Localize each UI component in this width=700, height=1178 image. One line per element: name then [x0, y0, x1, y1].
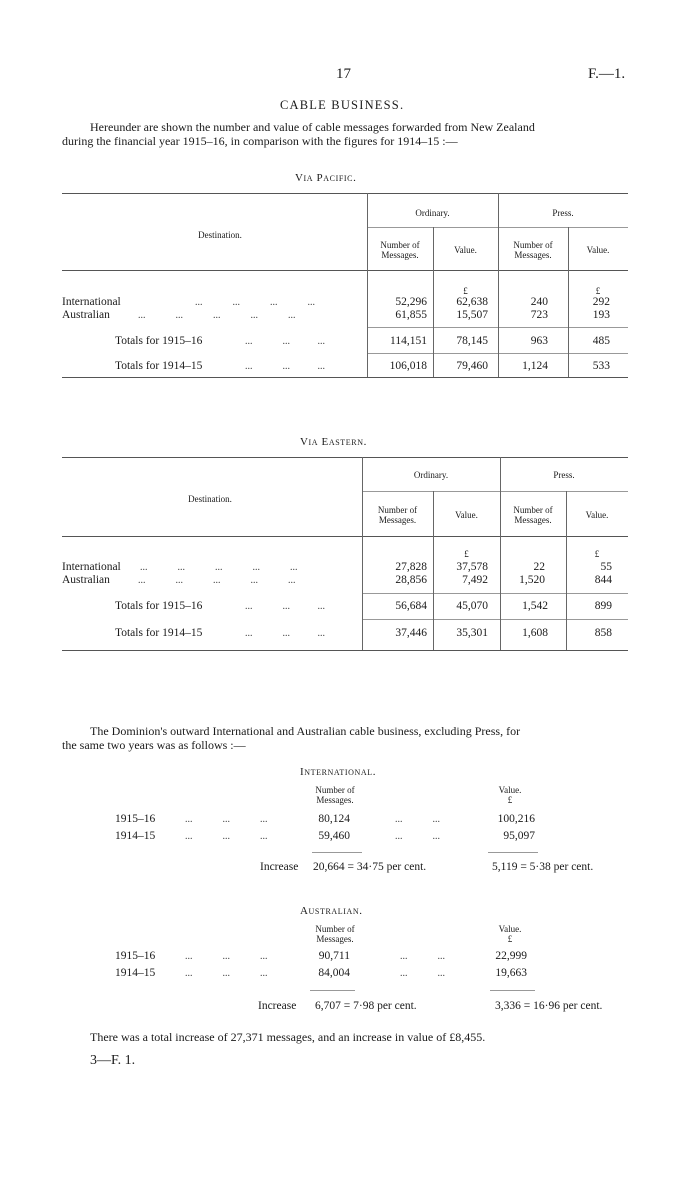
- international-increase-label: Increase: [260, 861, 299, 873]
- section-title: CABLE BUSINESS.: [280, 98, 405, 112]
- eastern-total-press-num: 1,542: [522, 600, 548, 612]
- australian-col-num: Number of Messages.: [315, 924, 355, 944]
- eastern-row-ord-val: 37,578: [456, 561, 488, 573]
- eastern-col-press-val: Value.: [585, 510, 609, 520]
- pacific-total-ord-val: 78,145: [456, 335, 488, 347]
- pacific-total-press-num: 963: [530, 335, 548, 347]
- international-col-val: Value. £: [498, 785, 522, 805]
- eastern-subtitle: Via Eastern.: [300, 436, 367, 448]
- eastern-row-press-num: 22: [533, 561, 545, 573]
- outward-line-1: The Dominion's outward International and Australian cable business, excluding Press, for: [90, 724, 521, 738]
- international-subtitle: International.: [300, 766, 377, 778]
- eastern-row-press-val: 55: [600, 561, 612, 573]
- pacific-row-press-num: 240: [530, 296, 548, 308]
- eastern-total-ord-val: 45,070: [456, 600, 488, 612]
- australian-val: 19,663: [495, 967, 527, 979]
- pacific-row-label: Australian: [62, 309, 110, 321]
- eastern-row-ord-num: 27,828: [395, 561, 427, 573]
- pacific-total-label: Totals for 1914–15: [115, 360, 203, 372]
- australian-col-val: Value. £: [498, 924, 522, 944]
- eastern-currency-ordinary: £: [464, 549, 469, 559]
- eastern-row-label: Australian: [62, 574, 110, 586]
- eastern-row-ord-num: 28,856: [395, 574, 427, 586]
- eastern-total-ord-num: 56,684: [395, 600, 427, 612]
- pacific-total-ord-num: 106,018: [389, 360, 427, 372]
- pacific-col-ord-num: Number of Messages.: [380, 240, 420, 260]
- pacific-row-label: International: [62, 296, 121, 308]
- eastern-col-press-num: Number of Messages.: [513, 505, 553, 525]
- international-col-num: Number of Messages.: [315, 785, 355, 805]
- pacific-total-ord-num: 114,151: [390, 335, 427, 347]
- eastern-row-ord-val: 7,492: [462, 574, 488, 586]
- eastern-total-ord-num: 37,446: [395, 627, 427, 639]
- international-num: 80,124: [318, 813, 350, 825]
- pacific-total-press-val: 533: [592, 360, 610, 372]
- intro-line-1: Hereunder are shown the number and value of cable messages forwarded from New Zealand: [90, 120, 535, 134]
- pacific-subtitle: Via Pacific.: [295, 172, 357, 184]
- international-increase-num: 20,664 = 34·75 per cent.: [313, 861, 427, 873]
- eastern-total-ord-val: 35,301: [456, 627, 488, 639]
- australian-year: 1914–15: [115, 967, 156, 979]
- page-signature: 3—F. 1.: [90, 1053, 136, 1068]
- page-number: 17: [336, 66, 351, 82]
- summary-text: There was a total increase of 27,371 messages, and an increase in value of £8,455.: [90, 1030, 486, 1044]
- australian-num: 84,004: [318, 967, 350, 979]
- eastern-total-press-val: 899: [594, 600, 612, 612]
- eastern-row-label: International: [62, 561, 121, 573]
- pacific-row-ord-num: 52,296: [395, 296, 427, 308]
- pacific-row-ord-val: 62,638: [456, 296, 488, 308]
- eastern-col-ord-num: Number of Messages.: [377, 505, 418, 525]
- pacific-row-press-val: 193: [592, 309, 610, 321]
- international-num: 59,460: [318, 830, 350, 842]
- eastern-col-ord-val: Value.: [455, 510, 478, 520]
- pacific-col-ord-val: Value.: [454, 245, 477, 255]
- outward-line-2: the same two years was as follows :—: [62, 738, 246, 752]
- australian-year: 1915–16: [115, 950, 156, 962]
- pacific-group-ordinary: Ordinary.: [415, 208, 450, 218]
- pacific-total-ord-val: 79,460: [456, 360, 488, 372]
- pacific-total-press-val: 485: [592, 335, 610, 347]
- international-year: 1914–15: [115, 830, 156, 842]
- page-reference: F.—1.: [588, 66, 626, 82]
- international-val: 95,097: [503, 830, 535, 842]
- eastern-group-ordinary: Ordinary.: [413, 470, 449, 480]
- eastern-total-label: Totals for 1915–16: [115, 600, 203, 612]
- pacific-col-press-num: Number of Messages.: [513, 240, 553, 260]
- pacific-col-press-val: Value.: [586, 245, 610, 255]
- pacific-total-press-num: 1,124: [522, 360, 548, 372]
- australian-increase-val: 3,336 = 16·96 per cent.: [495, 1000, 603, 1012]
- eastern-currency-press: £: [594, 549, 600, 559]
- pacific-total-label: Totals for 1915–16: [115, 335, 203, 347]
- eastern-row-press-num: 1,520: [519, 574, 545, 586]
- eastern-total-press-num: 1,608: [522, 627, 548, 639]
- eastern-group-press: Press.: [553, 470, 575, 480]
- pacific-currency-ordinary: £: [463, 286, 468, 296]
- pacific-row-ord-num: 61,855: [395, 309, 427, 321]
- australian-increase-label: Increase: [258, 1000, 297, 1012]
- pacific-row-ord-val: 15,507: [456, 309, 488, 321]
- intro-line-2: during the financial year 1915–16, in comparison with the figures for 1914–15 :—: [62, 134, 458, 148]
- pacific-group-press: Press.: [552, 208, 574, 218]
- pacific-row-press-val: 292: [592, 296, 610, 308]
- eastern-row-press-val: 844: [594, 574, 612, 586]
- eastern-total-press-val: 858: [594, 627, 612, 639]
- eastern-col-destination: Destination.: [188, 494, 232, 504]
- international-val: 100,216: [497, 813, 535, 825]
- australian-val: 22,999: [495, 950, 527, 962]
- international-increase-val: 5,119 = 5·38 per cent.: [492, 861, 594, 873]
- pacific-currency-press: £: [595, 286, 601, 296]
- international-year: 1915–16: [115, 813, 156, 825]
- australian-num: 90,711: [318, 950, 350, 962]
- australian-increase-num: 6,707 = 7·98 per cent.: [315, 1000, 417, 1012]
- pacific-row-press-num: 723: [530, 309, 548, 321]
- pacific-col-destination: Destination.: [198, 230, 242, 240]
- eastern-total-label: Totals for 1914–15: [115, 627, 203, 639]
- australian-subtitle: Australian.: [300, 905, 363, 917]
